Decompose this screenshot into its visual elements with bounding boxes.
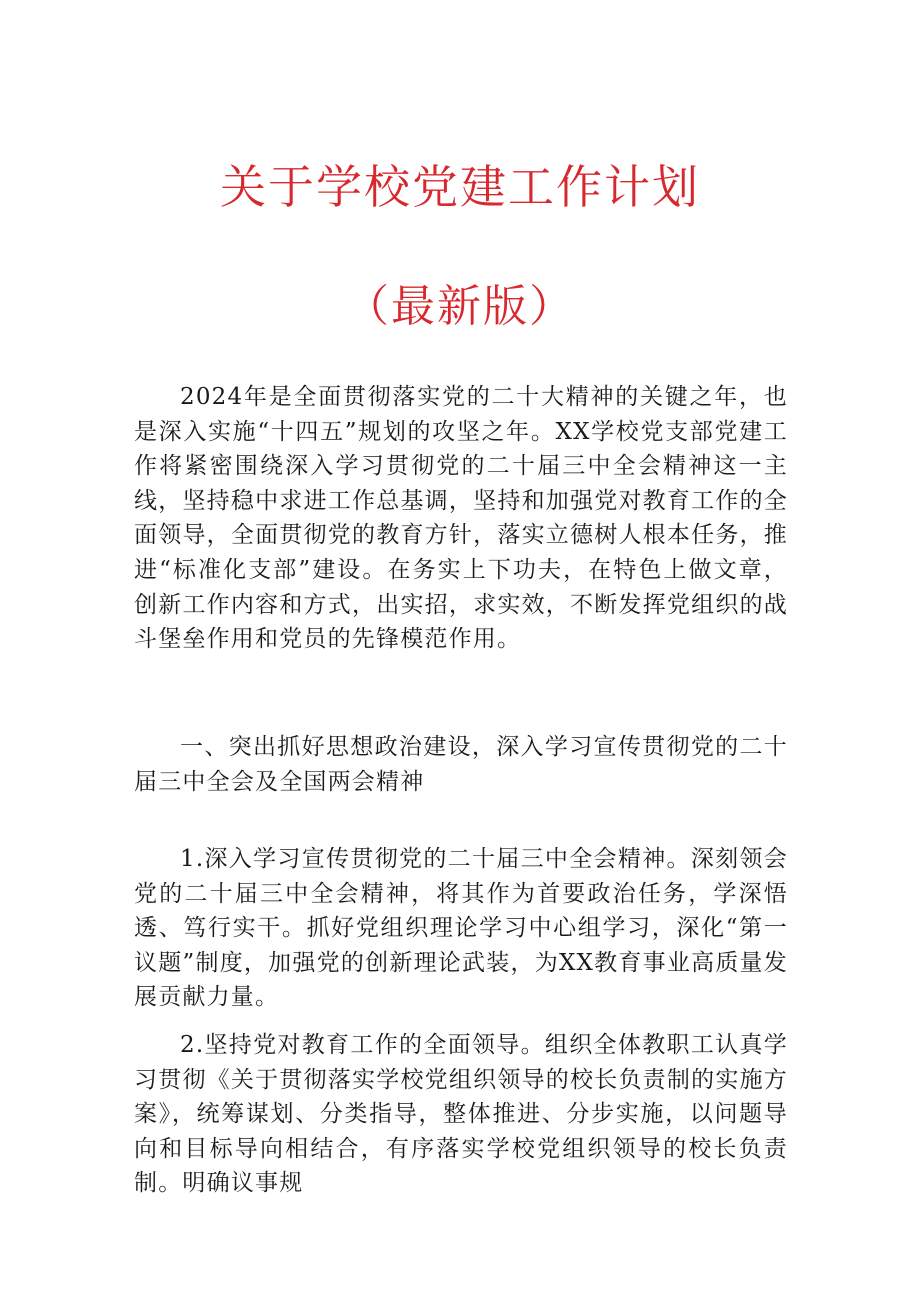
- intro-paragraph: 2024年是全面贯彻落实党的二十大精神的关键之年，也是深入实施“十四五”规划的攻坚之年。XX学校党支部党建工作将紧密围绕深入学习贯彻党的二十届三中全会精神这一主线，坚持稳中求进工作总基调，坚持和加强党对教育工作的全面领导，全面贯彻党的教育方针，落实立德树人根本任务，推进“标准化支部”建设。在务实上下功夫，在特色上做文章，创新工作内容和方式，出实招，求实效，不断发挥党组织的战斗堡垒作用和党员的先锋模范作用。: [134, 384, 788, 653]
- document-title: 关于学校党建工作计划: [220, 160, 700, 214]
- document-subtitle: （最新版）: [345, 281, 575, 332]
- item-paragraph-1: 1.深入学习宣传贯彻党的二十届三中全会精神。深刻领会党的二十届三中全会精神，将其作为首要政治任务，学深悟透、笃行实干。抓好党组织理论学习中心组学习，深化“第一议题”制度，加强党的创新理论武装，为XX教育事业高质量发展贡献力量。: [134, 846, 788, 1011]
- section-heading-1: 一、突出抓好思想政治建设，深入学习宣传贯彻党的二十届三中全会及全国两会精神: [134, 734, 788, 795]
- item-paragraph-2: 2.坚持党对教育工作的全面领导。组织全体教职工认真学习贯彻《关于贯彻落实学校党组织领导的校长负责制的实施方案》，统筹谋划、分类指导，整体推进、分步实施，以问题导向和目标导向相结合，有序落实学校党组织领导的校长负责制。明确议事规: [134, 1032, 788, 1197]
